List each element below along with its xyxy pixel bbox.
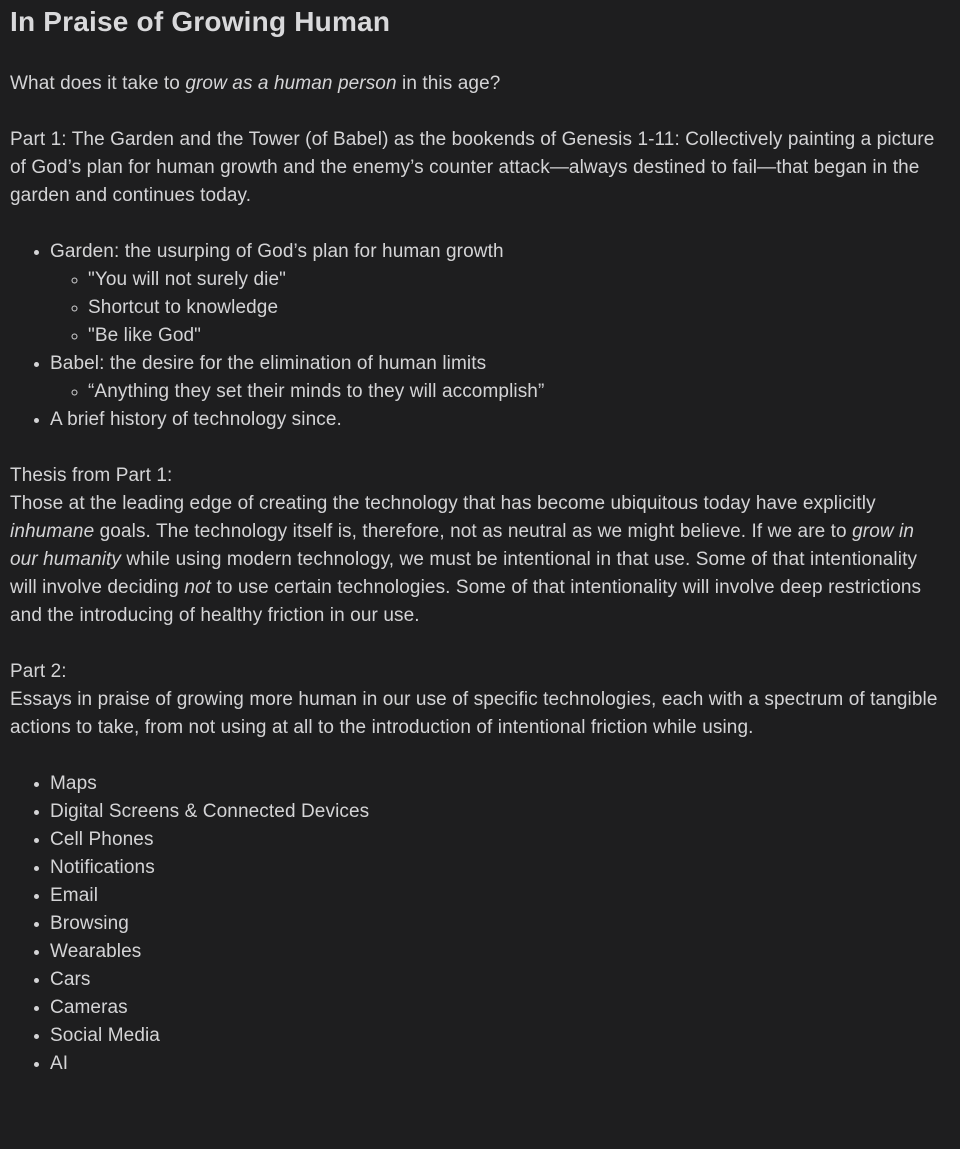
text-run: in this age? bbox=[396, 73, 501, 94]
text-run: while using modern technology, we must be intentional in that use. Some of that intentionality will involve deciding bbox=[10, 549, 918, 598]
list-item bbox=[50, 938, 946, 966]
list-item bbox=[50, 798, 946, 826]
list-item-label: AI bbox=[50, 1053, 69, 1074]
nested-bullet-list bbox=[50, 266, 946, 350]
part1-overview-paragraph bbox=[10, 126, 946, 210]
list-item-label: Notifications bbox=[50, 857, 155, 878]
list-item-label: Maps bbox=[50, 773, 97, 794]
list-item bbox=[88, 322, 946, 350]
text-run: to use certain technologies. Some of that intentionality will involve deep restrictions and the introducing of healthy friction in our use. bbox=[10, 577, 922, 626]
emphasized-text: inhumane bbox=[10, 521, 95, 542]
list-item bbox=[50, 854, 946, 882]
thesis-paragraph bbox=[10, 462, 946, 630]
list-item bbox=[88, 266, 946, 294]
list-item bbox=[50, 770, 946, 798]
list-item-label: Cameras bbox=[50, 997, 128, 1018]
list-item-label: Browsing bbox=[50, 913, 129, 934]
list-item-label: Shortcut to knowledge bbox=[88, 297, 279, 318]
list-item-label: "You will not surely die" bbox=[88, 269, 287, 290]
text-run: Part 2: bbox=[10, 661, 67, 682]
list-item-label: Cars bbox=[50, 969, 91, 990]
list-item-label: "Be like God" bbox=[88, 325, 202, 346]
list-item-label: Babel: the desire for the elimination of human limits bbox=[50, 353, 487, 374]
list-item bbox=[50, 910, 946, 938]
list-item bbox=[50, 238, 946, 350]
list-item bbox=[88, 378, 946, 406]
list-item bbox=[50, 882, 946, 910]
list-item bbox=[50, 966, 946, 994]
list-item-label: “Anything they set their minds to they will accomplish” bbox=[88, 381, 545, 402]
emphasized-text: not bbox=[184, 577, 212, 598]
nested-bullet-list bbox=[50, 378, 946, 406]
list-item bbox=[50, 1050, 946, 1078]
intro-paragraph bbox=[10, 70, 946, 98]
list-item-label: A brief history of technology since. bbox=[50, 409, 342, 430]
emphasized-text: grow as a human person bbox=[185, 73, 397, 94]
text-run: Thesis from Part 1: bbox=[10, 465, 173, 486]
page-title: In Praise of Growing Human bbox=[10, 6, 391, 37]
list-item-label: Garden: the usurping of God’s plan for human growth bbox=[50, 241, 504, 262]
list-item bbox=[88, 294, 946, 322]
list-item bbox=[50, 1022, 946, 1050]
list-item-label: Wearables bbox=[50, 941, 142, 962]
text-run: goals. The technology itself is, therefore, not as neutral as we might believe. If we are to bbox=[94, 521, 853, 542]
text-run: Essays in praise of growing more human in our use of specific technologies, each with a spectrum of tangible actions to take, from not using at all to the introduction of intentional friction while using. bbox=[10, 689, 938, 738]
part1-outline-list bbox=[10, 238, 946, 434]
list-item-label: Cell Phones bbox=[50, 829, 154, 850]
list-item bbox=[50, 994, 946, 1022]
text-run: What does it take to bbox=[10, 73, 186, 94]
part2-paragraph bbox=[10, 658, 946, 742]
emphasized-text: grow in our humanity bbox=[10, 521, 915, 570]
list-item bbox=[50, 350, 946, 406]
list-item-label: Social Media bbox=[50, 1025, 160, 1046]
list-item bbox=[50, 406, 946, 434]
text-run: Part 1: The Garden and the Tower (of Babel) as the bookends of Genesis 1-11: Collectively painting a picture of God’s plan for human growth and the enemy’s counter attack—always destined to fail—that began in the garden and continues today. bbox=[10, 129, 935, 206]
list-item-label: Email bbox=[50, 885, 99, 906]
part2-topics-list bbox=[10, 770, 946, 1078]
list-item-label: Digital Screens & Connected Devices bbox=[50, 801, 370, 822]
list-item bbox=[50, 826, 946, 854]
text-run: Those at the leading edge of creating the technology that has become ubiquitous today have explicitly bbox=[10, 493, 876, 514]
